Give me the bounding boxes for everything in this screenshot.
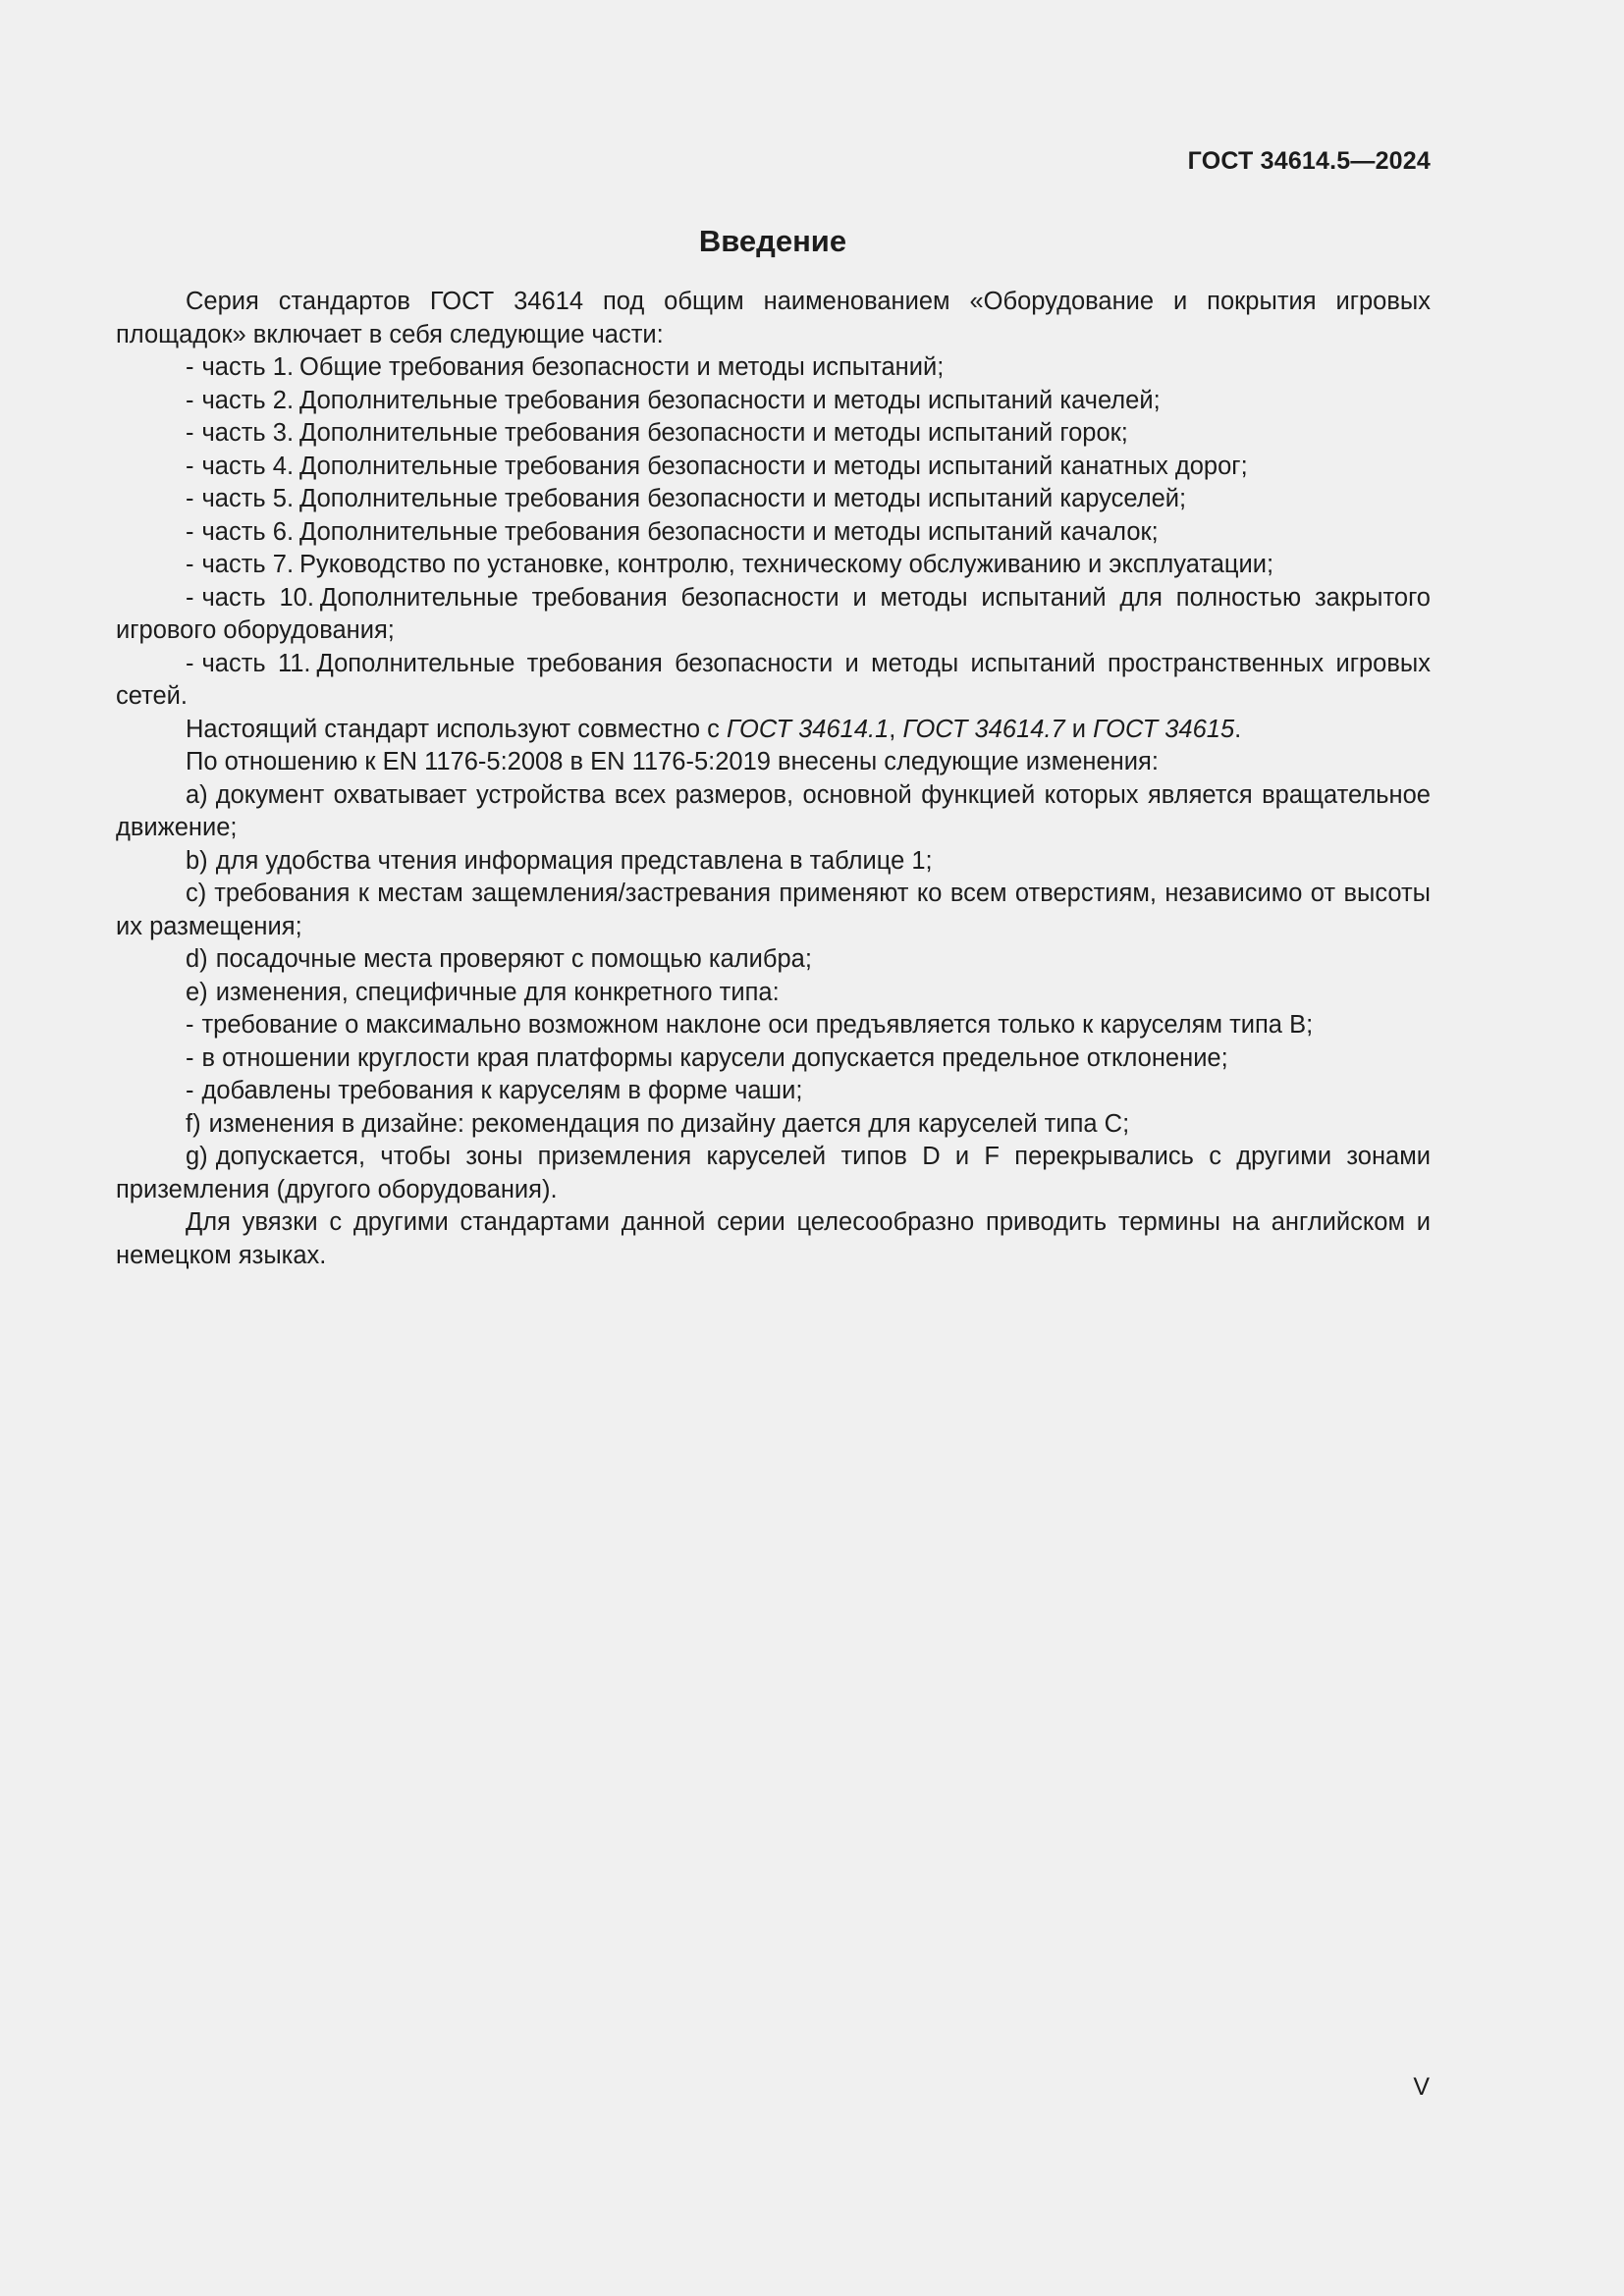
change-subitem [116, 1042, 1431, 1076]
part-text: Дополнительные требования безопасности и методы испытаний для полностью закрытого игрового оборудования; [116, 583, 1431, 644]
item-text: изменения, специфичные для конкретного типа: [215, 978, 780, 1006]
part-text: Дополнительные требования безопасности и методы испытаний каруселей; [299, 485, 1187, 512]
list-item-part-11 [116, 648, 1431, 714]
dash-marker: - [186, 551, 194, 578]
part-number: часть 3. [201, 419, 295, 447]
dash-marker: - [186, 649, 194, 677]
part-text: Дополнительные требования безопасности и методы испытаний качалок; [299, 517, 1159, 546]
part-number: часть 5. [201, 485, 295, 512]
closing-paragraph: Для увязки с другими стандартами данной серии целесообразно приводить термины на английском и немецком языках. [116, 1208, 1431, 1269]
intro-paragraph: Серия стандартов ГОСТ 34614 под общим наименованием «Оборудование и покрытия игровых площадок» включает в себя следующие части: [116, 288, 1431, 348]
list-item-part-6 [116, 516, 1431, 550]
dash-marker: - [186, 1077, 194, 1104]
change-item-e [116, 977, 1431, 1010]
part-text: Дополнительные требования безопасности и методы испытаний качелей; [299, 386, 1161, 414]
item-text: требования к местам защемления/застревания применяют ко всем отверстиям, независимо от высоты их размещения; [116, 880, 1431, 940]
usage-paragraph [116, 714, 1431, 747]
item-text: документ охватывает устройства всех размеров, основной функцией которых является вращательное движение; [116, 780, 1431, 841]
list-item-part-7 [116, 549, 1431, 582]
subitem-text: в отношении круглости края платформы карусели допускается предельное отклонение; [201, 1043, 1228, 1072]
dash-marker: - [186, 1043, 194, 1072]
part-number: часть 6. [201, 517, 295, 546]
dash-marker: - [186, 419, 194, 447]
usage-separator: , [889, 715, 903, 743]
item-text: посадочные места проверяют с помощью калибра; [215, 945, 812, 973]
change-item-b [116, 845, 1431, 879]
item-label: g) [186, 1143, 208, 1170]
subitem-text: требование о максимально возможном наклоне оси предъявляется только к каруселям типа B; [201, 1011, 1314, 1039]
dash-marker: - [186, 583, 194, 612]
item-text: для удобства чтения информация представлена в таблице 1; [215, 846, 933, 875]
item-text: допускается, чтобы зоны приземления каруселей типов D и F перекрывались с другими зонами приземления (другого оборудования). [116, 1143, 1431, 1203]
item-label: e) [186, 978, 208, 1006]
part-number: часть 4. [201, 452, 295, 480]
part-text: Общие требования безопасности и методы испытаний; [299, 353, 945, 381]
usage-prefix: Настоящий стандарт используют совместно с [186, 715, 728, 743]
item-label: c) [186, 880, 207, 907]
document-code-header: ГОСТ 34614.5—2024 [1187, 147, 1431, 175]
reference-gost-34614-1: ГОСТ 34614.1 [727, 715, 890, 743]
list-item-part-3 [116, 417, 1431, 451]
list-item-part-5 [116, 483, 1431, 516]
usage-suffix: . [1234, 715, 1242, 743]
list-item-part-2 [116, 385, 1431, 418]
item-label: d) [186, 945, 208, 973]
part-text: Руководство по установке, контролю, техническому обслуживанию и эксплуатации; [299, 551, 1274, 578]
change-item-g [116, 1141, 1431, 1206]
list-item-part-10 [116, 582, 1431, 648]
part-text: Дополнительные требования безопасности и методы испытаний канатных дорог; [299, 452, 1248, 480]
change-item-f [116, 1108, 1431, 1142]
item-label: a) [186, 780, 208, 809]
item-label: f) [186, 1109, 201, 1138]
changes-intro-paragraph: По отношению к EN 1176-5:2008 в EN 1176-5:2019 внесены следующие изменения: [186, 748, 1159, 775]
list-item-part-1 [116, 351, 1431, 385]
part-number: часть 2. [201, 386, 295, 414]
item-text: изменения в дизайне: рекомендация по дизайну дается для каруселей типа C; [208, 1109, 1130, 1138]
subitem-text: добавлены требования к каруселям в форме чаши; [201, 1077, 803, 1104]
dash-marker: - [186, 485, 194, 512]
reference-gost-34615: ГОСТ 34615 [1093, 715, 1235, 743]
page-title: Введение [698, 224, 847, 258]
document-body [116, 286, 1431, 1272]
item-label: b) [186, 846, 208, 875]
change-subitem [116, 1009, 1431, 1042]
dash-marker: - [186, 1011, 194, 1039]
part-number: часть 11. [201, 649, 311, 677]
change-item-d [116, 943, 1431, 977]
list-item-part-4 [116, 451, 1431, 484]
part-text: Дополнительные требования безопасности и методы испытаний пространственных игровых сетей. [116, 649, 1431, 710]
part-text: Дополнительные требования безопасности и методы испытаний горок; [299, 419, 1128, 447]
dash-marker: - [186, 386, 194, 414]
part-number: часть 10. [201, 583, 314, 612]
part-number: часть 1. [201, 353, 295, 381]
dash-marker: - [186, 517, 194, 546]
page-number: V [1413, 2073, 1430, 2101]
change-item-c [116, 878, 1431, 943]
part-number: часть 7. [201, 551, 295, 578]
change-subitem [116, 1075, 1431, 1108]
change-item-a [116, 779, 1431, 845]
usage-separator: и [1064, 715, 1094, 743]
dash-marker: - [186, 353, 194, 381]
dash-marker: - [186, 452, 194, 480]
reference-gost-34614-7: ГОСТ 34614.7 [902, 715, 1065, 743]
